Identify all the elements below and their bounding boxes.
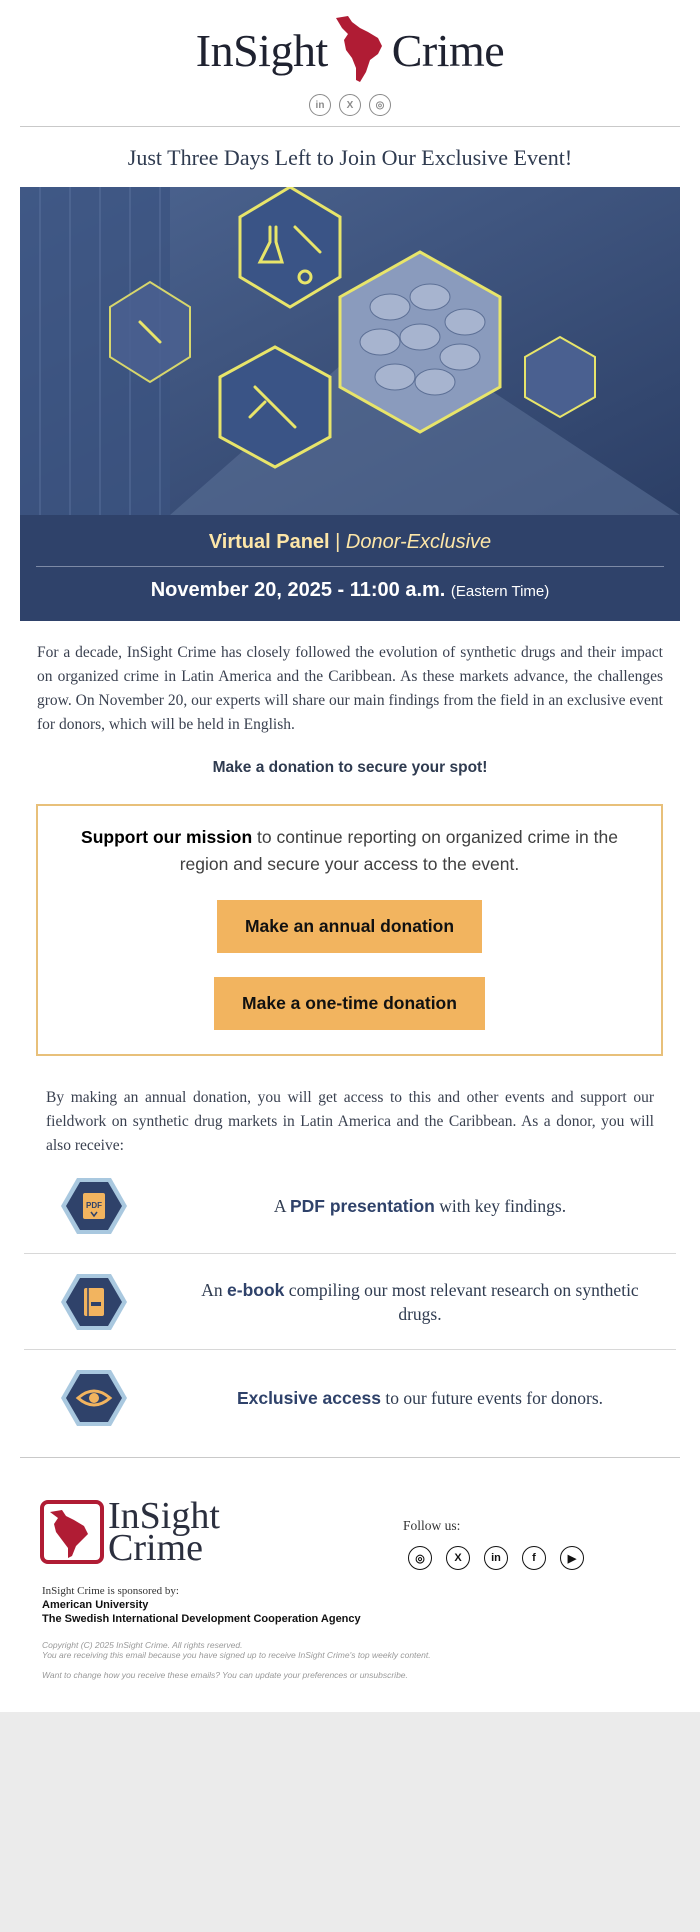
divider <box>20 126 680 127</box>
header-social-links <box>0 94 700 116</box>
footer-social-links <box>408 1546 584 1570</box>
event-type: Virtual Panel | Donor-Exclusive <box>208 531 492 553</box>
receiving-text: You are receiving this email because you have signed up to receive InSight Crime's top weekly content. <box>42 1650 431 1660</box>
pdf-icon <box>61 1176 127 1236</box>
footer <box>0 1458 700 1688</box>
legal-text <box>42 1640 431 1680</box>
youtube-icon[interactable]: ▶ <box>560 1546 584 1570</box>
logo[interactable] <box>196 14 504 84</box>
one-time-donation-button[interactable]: Make a one-time donation <box>214 977 485 1030</box>
svg-text:PDF: PDF <box>86 1200 102 1210</box>
copyright-text: Copyright (C) 2025 InSight Crime. All rights reserved. <box>42 1640 243 1650</box>
intro-paragraph: For a decade, InSight Crime has closely followed the evolution of synthetic drugs and their impact on organized crime in Latin America and the Caribbean. As these markets advance, the challenges grow. On November 20, our experts will share our main findings from the field in an exclusive event for donors, which will be held in English. <box>37 644 663 733</box>
hero-image <box>20 187 680 515</box>
footer-logo-text: InSight Crime <box>108 1495 220 1569</box>
support-text: Support our mission to continue reporting on organized crime in the region and secure your access to the event. <box>81 827 618 874</box>
x-icon[interactable]: X <box>339 94 361 116</box>
event-datetime: November 20, 2025 - 11:00 a.m. (Eastern Time) <box>150 579 550 601</box>
follow-us-label: Follow us: <box>403 1518 461 1533</box>
footer-map-icon <box>40 1500 104 1564</box>
event-banner <box>20 515 680 621</box>
footer-logo[interactable] <box>40 1495 220 1569</box>
linkedin-icon[interactable]: in <box>309 94 331 116</box>
cta-note: Make a donation to secure your spot! <box>212 759 488 776</box>
globe-icon[interactable]: ◎ <box>369 94 391 116</box>
instagram-icon[interactable]: ◎ <box>408 1546 432 1570</box>
headline: Just Three Days Left to Join Our Exclusive Event! <box>127 145 573 170</box>
latin-america-map-icon <box>330 14 390 84</box>
x-icon[interactable]: X <box>446 1546 470 1570</box>
benefit-item: PDF A PDF presentation with key findings. <box>24 1158 676 1254</box>
sponsor-sida: The Swedish International Development Cooperation Agency <box>42 1613 361 1625</box>
benefit-item: Exclusive access to our future events for donors. <box>24 1350 676 1445</box>
benefit-item: An e-book compiling our most relevant research on synthetic drugs. <box>24 1254 676 1350</box>
facebook-icon[interactable]: f <box>522 1546 546 1570</box>
support-box <box>36 804 663 1056</box>
hero-banner[interactable] <box>20 187 680 621</box>
ebook-icon <box>61 1272 127 1332</box>
eye-icon <box>61 1368 127 1428</box>
header <box>0 0 700 116</box>
benefits-intro: By making an annual donation, you will get access to this and other events and support our fieldwork on synthetic drug markets in Latin America and the Caribbean. As a donor, you will also receive: <box>46 1089 654 1154</box>
sponsor-label: InSight Crime is sponsored by: <box>42 1585 179 1597</box>
benefits-list <box>0 1158 700 1445</box>
annual-donation-button[interactable]: Make an annual donation <box>217 900 482 953</box>
sponsor-american-university: American University <box>42 1599 149 1611</box>
sponsor-block <box>42 1584 361 1626</box>
preferences-text[interactable]: Want to change how you receive these emails? You can update your preferences or unsubscribe. <box>42 1670 408 1680</box>
linkedin-icon[interactable]: in <box>484 1546 508 1570</box>
logo-text-left: InSight <box>195 25 328 76</box>
logo-text-right: Crime <box>391 25 505 76</box>
